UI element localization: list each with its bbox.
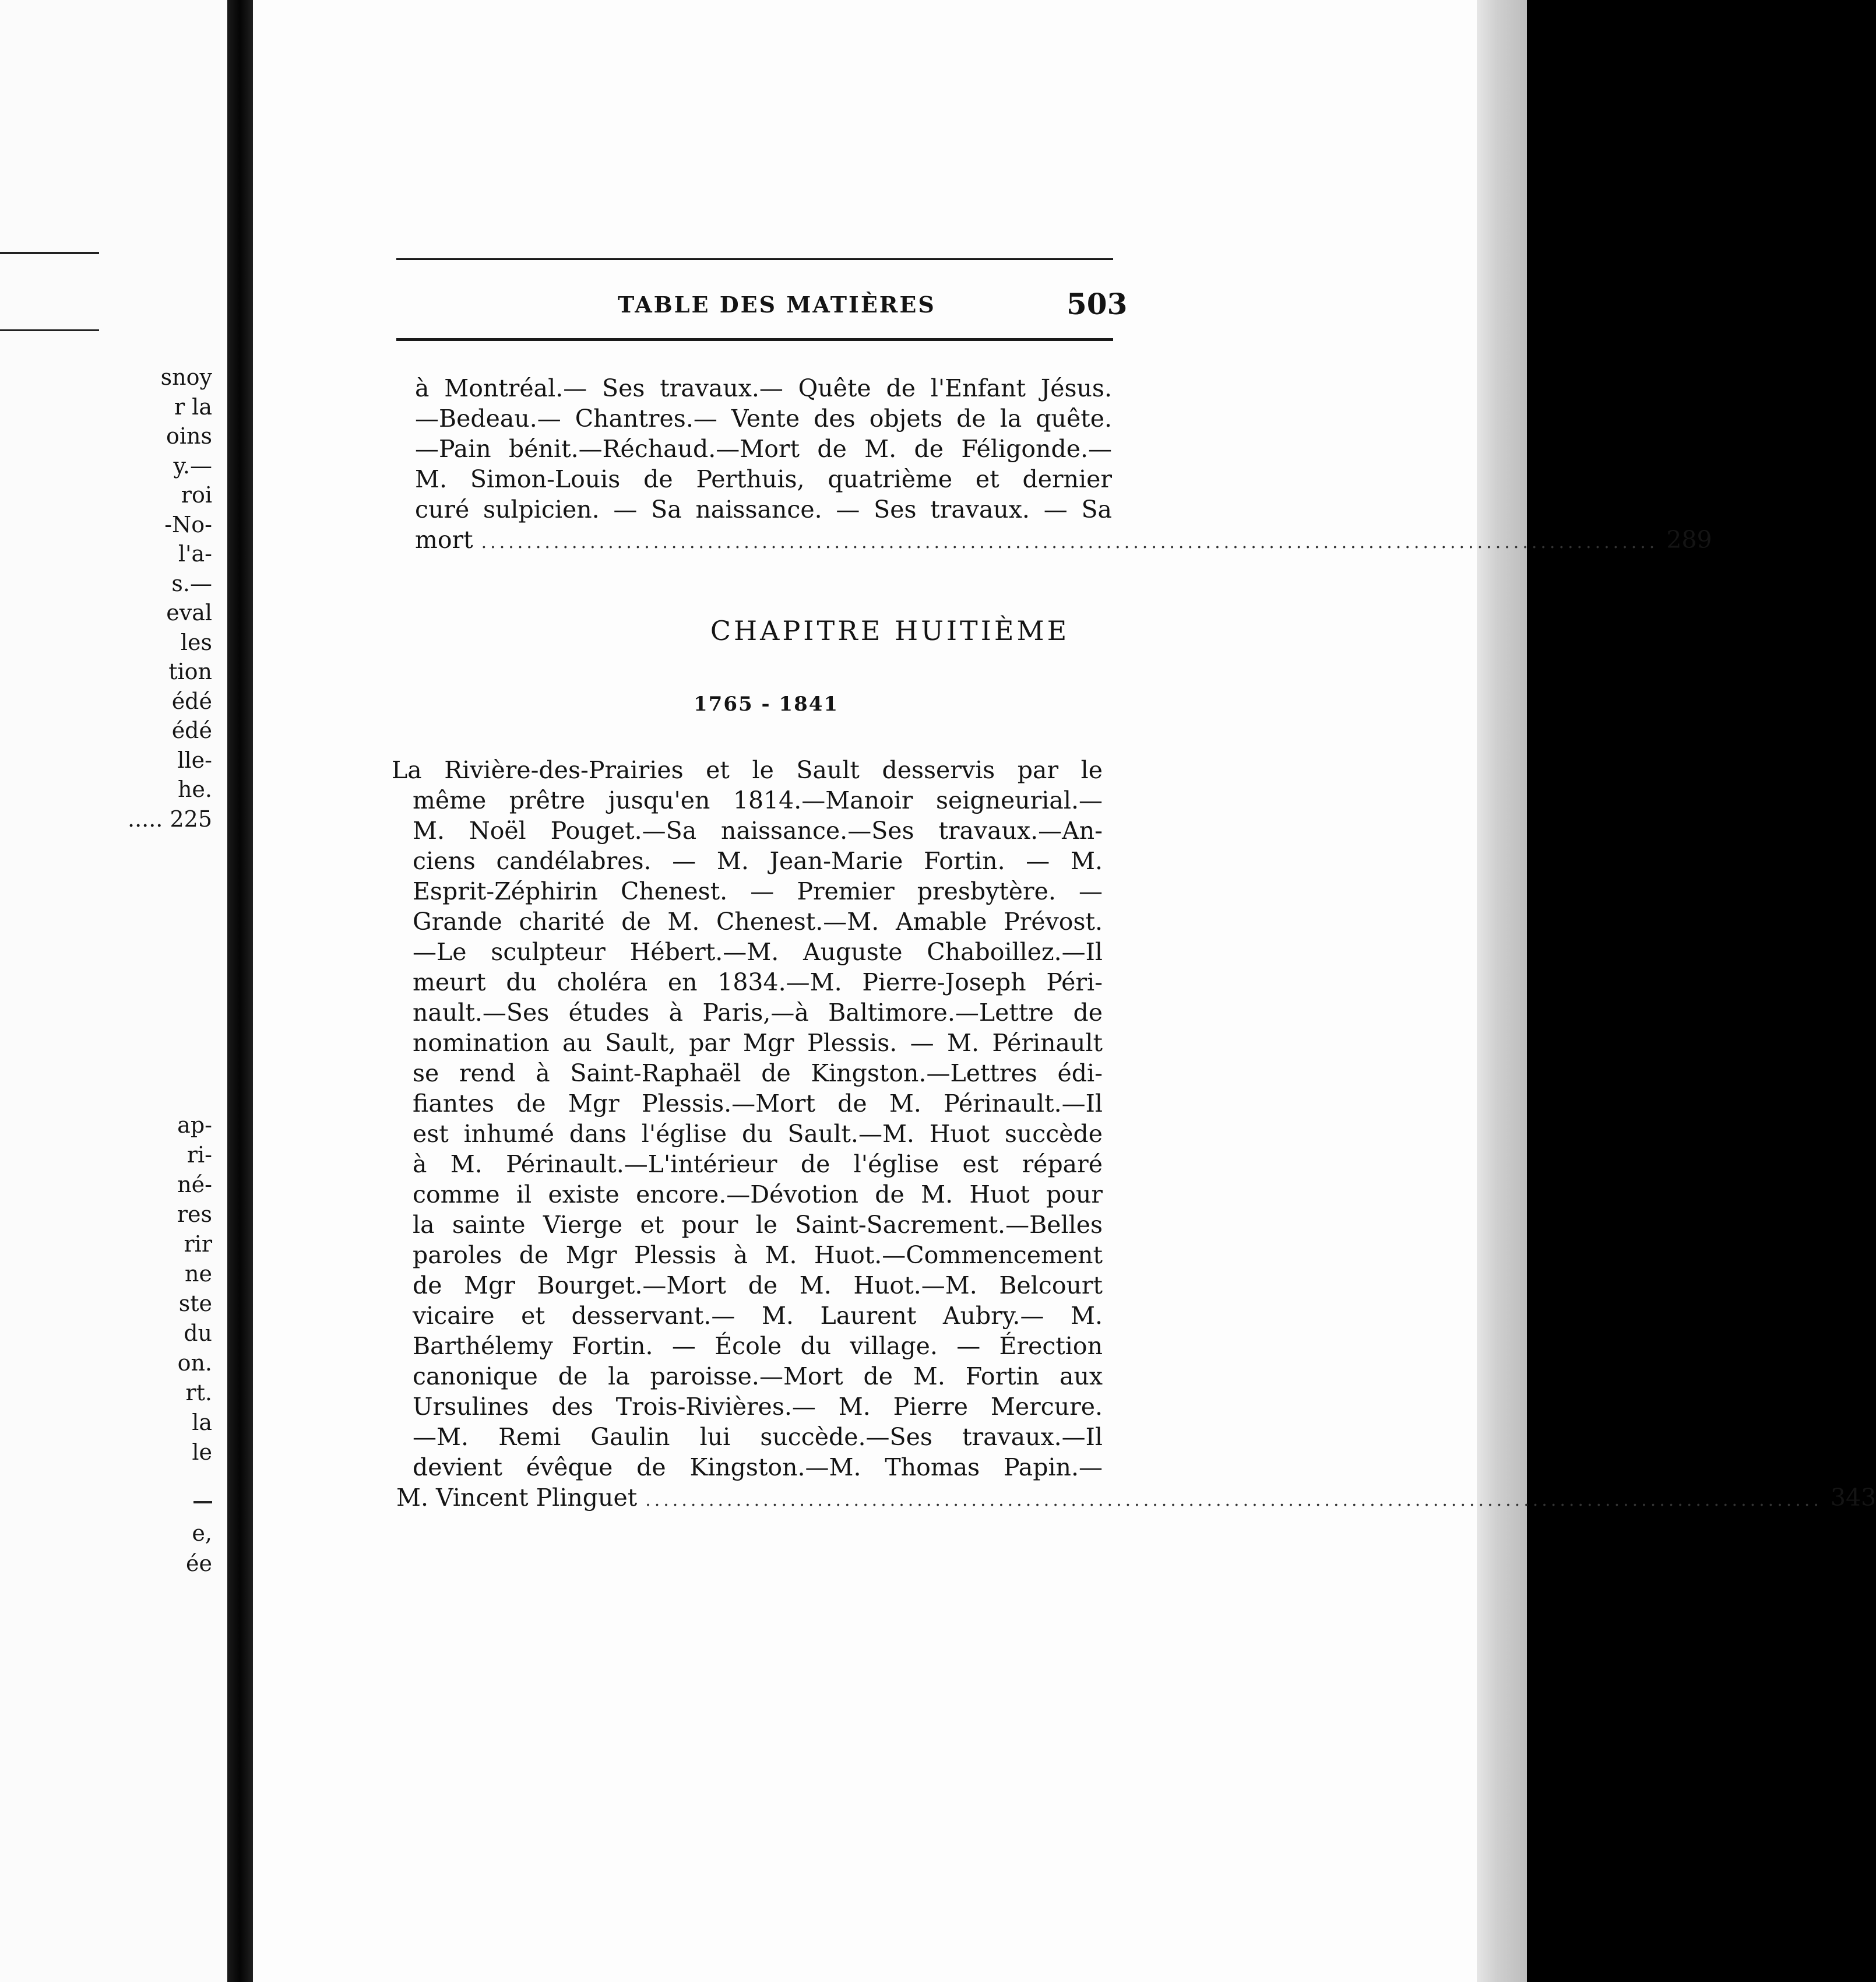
left-page-line-fragment: né-: [177, 1172, 212, 1197]
left-page-line-fragment: rt.: [185, 1380, 212, 1405]
chapter-heading: CHAPITRE HUITIÈME: [710, 615, 1070, 646]
toc-entry-previous-chapter: [415, 373, 1712, 555]
chapter-summary-line: devient évêque de Kingston.—M. Thomas Papin.—: [413, 1453, 1103, 1481]
chapter-summary-line: nomination au Sault, par Mgr Plessis. — M. Périnault: [413, 1029, 1103, 1057]
left-page-line-fragment: lle-: [177, 747, 212, 773]
chapter-summary-line: Barthélemy Fortin. — École du village. — Érection: [413, 1332, 1103, 1360]
left-page-line-fragment: ne: [185, 1261, 212, 1287]
left-page-line-fragment: les: [180, 629, 212, 655]
previous-page-fragment: [0, 0, 227, 1982]
chapter-summary-line: Ursulines des Trois-Rivières.— M. Pierre Mercure.: [413, 1393, 1103, 1421]
page-reference: 289: [1666, 526, 1712, 554]
header-rule-top: [396, 258, 1113, 260]
left-page-dash: [193, 1501, 212, 1503]
left-page-line-fragment: la: [192, 1410, 212, 1435]
chapter-summary-line: La Rivière-des-Prairies et le Sault desservis par le: [392, 756, 1103, 784]
left-page-line-fragment: ap-: [177, 1112, 212, 1138]
left-page-line-fragment: on.: [177, 1350, 212, 1376]
chapter-summary-line: à M. Périnault.—L'intérieur de l'église est réparé: [413, 1150, 1103, 1178]
left-page-line-fragment: édé: [171, 688, 212, 714]
chapter-summary-line: se rend à Saint-Raphaël de Kingston.—Lettres édi-: [413, 1059, 1103, 1087]
left-page-line-fragment: -No-: [164, 511, 212, 537]
chapter-summary-line: même prêtre jusqu'en 1814.—Manoir seigneurial.—: [413, 786, 1103, 814]
left-page-line-fragment: oins: [166, 423, 212, 449]
chapter-summary-line: Esprit-Zéphirin Chenest. — Premier presbytère. —: [413, 877, 1103, 905]
left-page-line-fragment: rir: [184, 1231, 212, 1257]
chapter-summary-line: M. Noël Pouget.—Sa naissance.—Ses travaux.—An-: [413, 817, 1103, 845]
left-page-rule-top: [0, 252, 99, 254]
chapter-summary-line: meurt du choléra en 1834.—M. Pierre-Joseph Péri-: [413, 968, 1103, 996]
left-page-rule-second: [0, 329, 99, 331]
chapter-summary-line: est inhumé dans l'église du Sault.—M. Huot succède: [413, 1120, 1103, 1148]
chapter-summary-line: vicaire et desservant.— M. Laurent Aubry.— M.: [413, 1302, 1103, 1330]
toc-entry-line: —Pain bénit.—Réchaud.—Mort de M. de Féligonde.—: [415, 435, 1112, 463]
toc-entry-line: à Montréal.— Ses travaux.— Quête de l'Enfant Jésus.: [415, 374, 1112, 402]
left-page-line-fragment: s.—: [171, 570, 212, 596]
chapter-summary-last-line: [392, 1482, 1876, 1513]
book-gutter: [227, 0, 253, 1982]
chapter-summary-line: fiantes de Mgr Plessis.—Mort de M. Périnault.—Il: [413, 1090, 1103, 1117]
left-page-line-fragment: ée: [186, 1551, 212, 1576]
toc-entry-line: —Bedeau.— Chantres.— Vente des objets de la quête.: [415, 405, 1112, 433]
toc-entry-last-line: [415, 525, 1712, 555]
chapter-summary-line: ciens candélabres. — M. Jean-Marie Fortin. — M.: [413, 847, 1103, 875]
left-page-line-fragment: édé: [171, 718, 212, 743]
left-page-line-fragment: ..... 225: [127, 806, 212, 832]
page-edge: [1477, 0, 1527, 1982]
left-page-line-fragment: snoy: [160, 364, 212, 390]
left-page-line-fragment: e,: [192, 1520, 212, 1546]
left-page-line-fragment: tion: [168, 659, 212, 684]
chapter-summary-line: paroles de Mgr Plessis à M. Huot.—Commencement: [413, 1241, 1103, 1269]
chapter-date-range: 1765 - 1841: [694, 693, 839, 716]
left-page-line-fragment: eval: [166, 600, 212, 625]
chapter-summary-line: —Le sculpteur Hébert.—M. Auguste Chaboillez.—Il: [413, 938, 1103, 966]
chapter-summary-line: nault.—Ses études à Paris,—à Baltimore.—Lettre de: [413, 999, 1103, 1027]
left-page-line-fragment: roi: [181, 482, 212, 508]
page-number: 503: [1067, 287, 1128, 321]
chapter-summary-line: —M. Remi Gaulin lui succède.—Ses travaux.—Il: [413, 1423, 1103, 1451]
running-title: TABLE DES MATIÈRES: [618, 291, 936, 318]
chapter-summary-last-words: M. Vincent Plinguet: [396, 1484, 638, 1512]
chapter-summary-line: de Mgr Bourget.—Mort de M. Huot.—M. Belcourt: [413, 1271, 1103, 1299]
left-page-line-fragment: du: [184, 1320, 212, 1346]
left-page-line-fragment: y.—: [173, 452, 212, 479]
toc-entry-line: curé sulpicien. — Sa naissance. — Ses travaux. — Sa: [415, 495, 1112, 523]
left-page-line-fragment: he.: [177, 776, 212, 802]
toc-entry-line: M. Simon-Louis de Perthuis, quatrième et dernier: [415, 465, 1112, 493]
chapter-summary: [392, 755, 1876, 1513]
chapter-summary-line: la sainte Vierge et pour le Saint-Sacrement.—Belles: [413, 1211, 1103, 1239]
left-page-line-fragment: le: [192, 1439, 212, 1465]
chapter-summary-line: canonique de la paroisse.—Mort de M. Fortin aux: [413, 1362, 1103, 1390]
left-page-line-fragment: ri-: [186, 1142, 212, 1168]
left-page-line-fragment: res: [177, 1201, 212, 1227]
dot-leader: ..................................................................................................................................: [481, 532, 1659, 553]
chapter-summary-line: Grande charité de M. Chenest.—M. Amable Prévost.: [413, 908, 1103, 936]
page-reference: 343: [1830, 1484, 1876, 1512]
dot-leader: ..................................................................................................................................: [645, 1490, 1822, 1510]
left-page-line-fragment: ste: [178, 1291, 212, 1316]
left-page-line-fragment: r la: [174, 393, 212, 420]
toc-entry-last-words: mort: [415, 526, 473, 554]
header-rule-bottom: [396, 338, 1113, 341]
left-page-line-fragment: l'a-: [178, 541, 212, 567]
chapter-summary-line: comme il existe encore.—Dévotion de M. Huot pour: [413, 1180, 1103, 1208]
